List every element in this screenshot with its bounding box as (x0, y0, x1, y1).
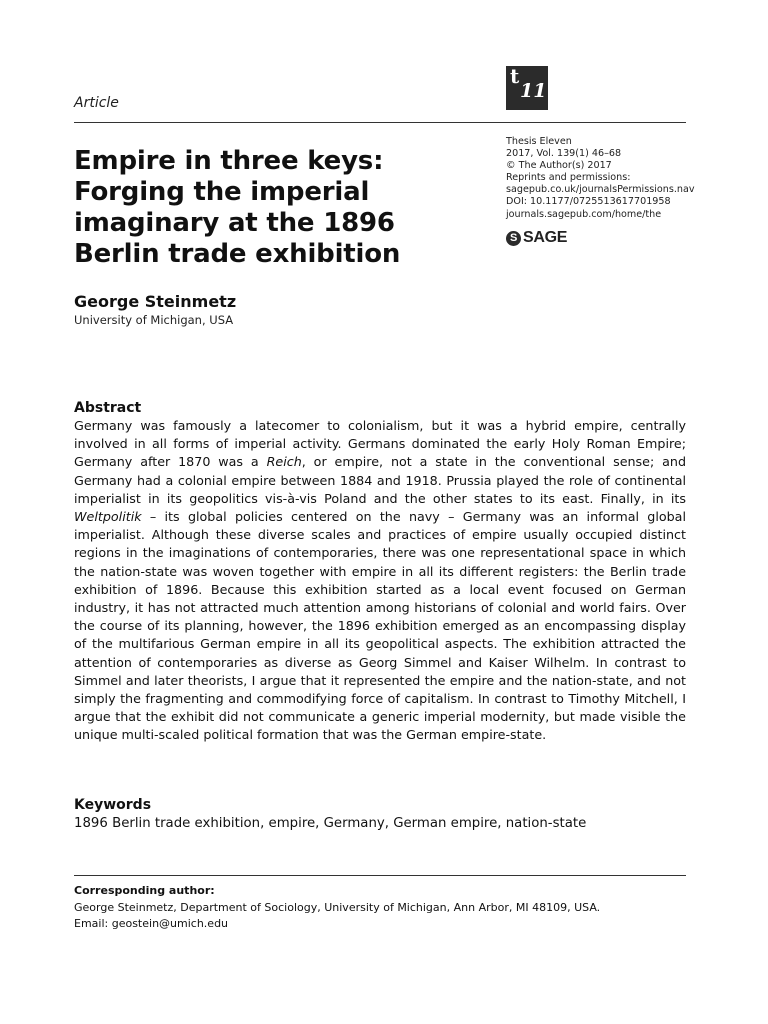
title-line: Empire in three keys: (74, 146, 384, 176)
abstract-italic-term: Weltpolitik (74, 509, 142, 525)
reprints-link[interactable]: sagepub.co.uk/journalsPermissions.nav (506, 184, 695, 196)
journal-logo-number: 11 (520, 80, 547, 102)
abstract-text-segment: , or empire, not a state in the conventional sense; and Germany had a colonial empire between 1884 and 1918. Prussia played the role of continental imperialist in its geopolitics vis-à-vis Poland and the other states to its east. Finally, in its (74, 454, 686, 506)
journal-name: Thesis Eleven (506, 136, 572, 147)
title-line: imaginary at the 1896 (74, 208, 395, 238)
corresponding-author-address: George Steinmetz, Department of Sociology, University of Michigan, Ann Arbor, MI 48109, USA. (74, 901, 601, 914)
sage-s-icon: S (506, 231, 521, 246)
journal-logo (506, 66, 548, 110)
keywords-heading: Keywords (74, 797, 152, 813)
volume-info: 2017, Vol. 139(1) 46–68 (506, 148, 622, 160)
abstract-body (74, 417, 686, 745)
article-title (74, 146, 494, 270)
author-affiliation: University of Michigan, USA (74, 313, 234, 327)
author-name: George Steinmetz (74, 292, 237, 311)
abstract-heading: Abstract (74, 400, 142, 416)
abstract-text-segment: – its global policies centered on the navy – Germany was an informal global imperialist. Although these diverse scales and practices of empire usually occupied distinct regions in the imaginations of contemporaries, there was one representational space in which the nation-state was woven together with empire in all its different registers: the Berlin trade exhibition of 1896. Because this exhibition started as a local event focused on German industry, it has not attracted much attention among historians of colonial and world fairs. Over the course of its planning, however, the 1896 exhibition emerged as an encompassing display of the multifarious German empire in all its geopolitical aspects. The exhibition attracted the attention of contemporaries as diverse as Georg Simmel and Kaiser Wilhelm. In contrast to Simmel and later theorists, I argue that it represented the empire and the nation-state, and not simply the fragmenting and commodifying force of capitalism. In contrast to Timothy Mitchell, I argue that the exhibit did not communicate a generic imperial modernity, but made visible the unique multi-scaled political formation that was the German empire-state. (74, 509, 686, 743)
doi-link[interactable]: DOI: 10.1177/0725513617701958 (506, 196, 671, 208)
journal-home-link[interactable]: journals.sagepub.com/home/the (506, 208, 662, 220)
corresponding-author-email[interactable]: Email: geostein@umich.edu (74, 917, 229, 930)
abstract-text-segment: Germany was famously a latecomer to colonialism, but it was a hybrid empire, centrally involved in all forms of imperial activity. Germans dominated the early Holy Roman Empire; Germany after 1870 was a (74, 418, 686, 470)
corresponding-author-details (74, 900, 686, 932)
reprints-label: Reprints and permissions: (506, 172, 631, 184)
publisher-logo (506, 229, 567, 247)
footer-divider (74, 875, 686, 876)
header-divider (74, 122, 686, 123)
journal-logo-letter: t (510, 64, 520, 88)
title-line: Berlin trade exhibition (74, 239, 401, 269)
article-type-label: Article (74, 95, 119, 111)
publication-metadata (506, 136, 706, 221)
title-line: Forging the imperial (74, 177, 370, 207)
keywords-list: 1896 Berlin trade exhibition, empire, Germany, German empire, nation-state (74, 816, 587, 831)
copyright-notice: © The Author(s) 2017 (506, 160, 612, 172)
corresponding-author-heading: Corresponding author: (74, 884, 215, 897)
abstract-italic-term: Reich (266, 454, 302, 470)
publisher-name: SAGE (523, 229, 568, 246)
